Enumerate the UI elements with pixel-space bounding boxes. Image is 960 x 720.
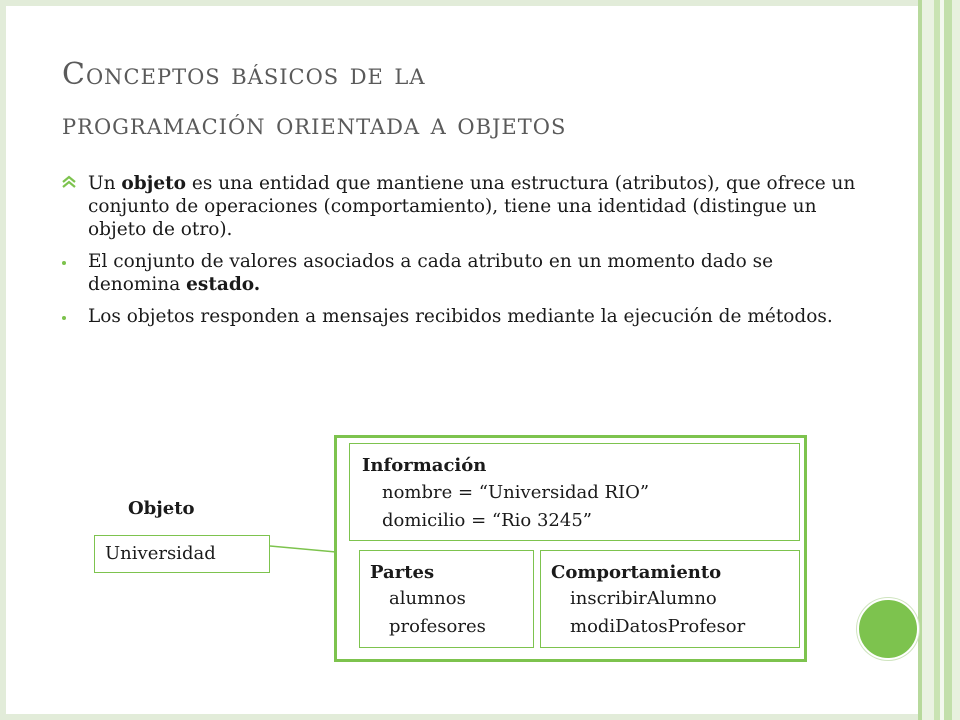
frame-left-border bbox=[0, 0, 6, 720]
object-name-box: Universidad bbox=[94, 535, 270, 573]
bullet-item bbox=[62, 250, 862, 296]
information-attribute: nombre = “Universidad RIO” bbox=[382, 482, 650, 503]
behavior-heading: Comportamiento bbox=[551, 562, 722, 583]
decorative-circle bbox=[857, 598, 919, 660]
bullet-text-bold: objeto bbox=[121, 173, 187, 194]
frame-top-border bbox=[0, 0, 960, 6]
bullet-text-post: es una entidad que mantiene una estructura (atributos), que ofrece un conjunto de operaciones (comportamiento), tiene una identidad (distingue un objeto de otro). bbox=[88, 173, 856, 240]
object-label: Objeto bbox=[128, 498, 195, 519]
parts-heading: Partes bbox=[370, 562, 435, 583]
slide-title-line1: Conceptos básicos de la bbox=[62, 57, 426, 92]
bullet-item bbox=[62, 305, 862, 328]
slide-title bbox=[62, 50, 892, 150]
parts-item: profesores bbox=[389, 616, 486, 637]
decorative-side-stripes bbox=[918, 0, 960, 720]
parts-item: alumnos bbox=[389, 588, 466, 609]
information-heading: Información bbox=[362, 455, 487, 476]
slide-title-line2: programación orientada a objetos bbox=[62, 107, 567, 142]
bullet-text-bold: estado. bbox=[186, 274, 261, 295]
bullet-dot-icon bbox=[62, 261, 66, 265]
information-attribute: domicilio = “Rio 3245” bbox=[382, 510, 592, 531]
bullet-item bbox=[62, 172, 862, 241]
behavior-item: modiDatosProfesor bbox=[570, 616, 746, 637]
bullet-arrow-icon bbox=[62, 175, 76, 189]
frame-bottom-border bbox=[0, 714, 960, 720]
bullet-text-pre: Los objetos responden a mensajes recibidos mediante la ejecución de métodos. bbox=[88, 306, 833, 327]
bullet-text-pre: Un bbox=[88, 173, 122, 194]
bullet-list bbox=[62, 172, 862, 337]
bullet-dot-icon bbox=[62, 316, 66, 320]
bullet-text-pre: El conjunto de valores asociados a cada atributo en un momento dado se denomina bbox=[88, 251, 774, 295]
behavior-item: inscribirAlumno bbox=[570, 588, 717, 609]
